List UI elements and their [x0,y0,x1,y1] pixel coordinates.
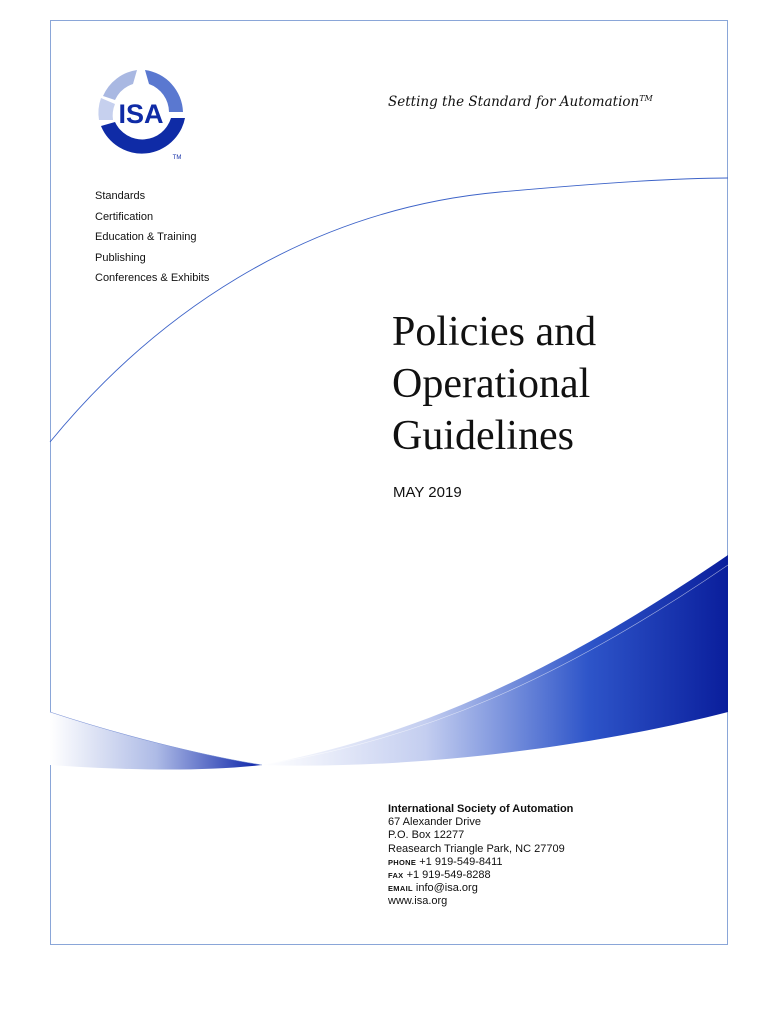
title-line-2: Operational [392,361,591,407]
phone-number: +1 919-549-8411 [419,855,503,868]
org-name: International Society of Automation [388,803,574,815]
service-item-certification: Certification [95,210,154,223]
left-swoosh [50,712,262,770]
tagline: Setting the Standard for Automation™ [388,94,653,110]
title-line-3: Guidelines [392,413,574,459]
city-state-zip: Reasearch Triangle Park, NC 27709 [388,842,565,855]
po-box: P.O. Box 12277 [388,829,465,842]
services-list [95,186,209,289]
email-label: EMAIL [388,884,413,894]
service-item-publishing: Publishing [95,251,146,264]
phone-line [388,856,573,869]
tagline-tm: TM [639,94,653,103]
phone-label: PHONE [388,857,417,867]
logo-tm: TM [172,155,182,161]
logo-text: ISA [118,99,164,129]
street-address: 67 Alexander Drive [388,816,481,829]
title-line-1: Policies and [392,309,597,355]
document-date: MAY 2019 [393,484,462,501]
service-item-conferences-exhibits: Conferences & Exhibits [95,272,210,285]
fax-line [388,869,573,882]
service-item-standards: Standards [95,190,146,202]
fax-number: +1 919-549-8288 [406,869,491,882]
isa-logo [93,66,189,162]
website-link[interactable]: www.isa.org [388,895,448,908]
document-title [392,306,596,462]
service-item-education-training: Education & Training [95,231,197,244]
right-swoosh [262,555,728,766]
contact-block [388,803,573,909]
fax-label: FAX [388,871,404,881]
email-line [388,882,573,895]
email-address[interactable]: info@isa.org [415,882,478,895]
